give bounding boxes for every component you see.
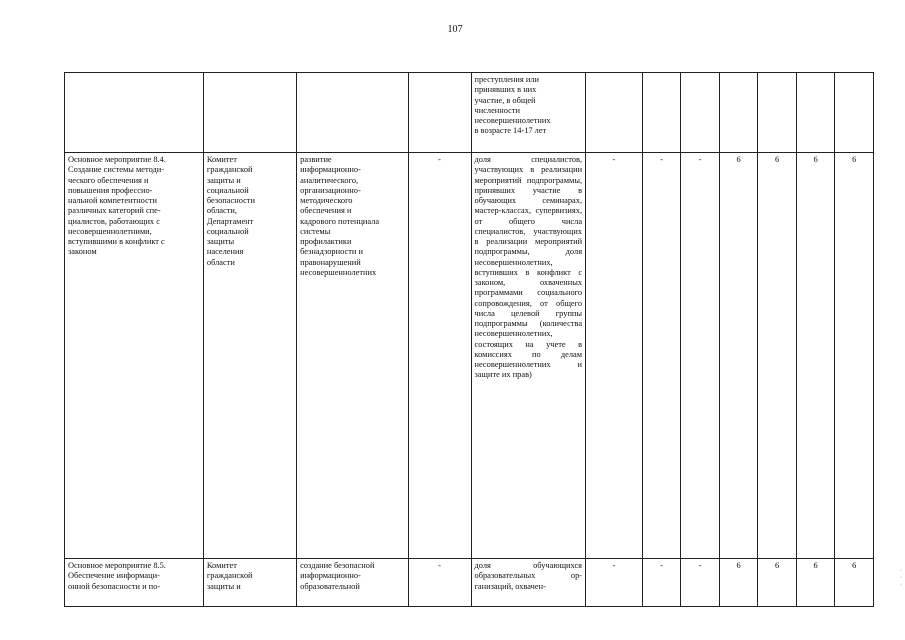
executor-cell: Комитет гражданской защиты и	[203, 559, 296, 607]
value-cell: 6	[835, 559, 874, 607]
page-number: 107	[447, 24, 463, 35]
table-row	[65, 559, 874, 607]
indicator-cell: преступления или принявших в них участие, в общей численности несовершеннолетних в возрасте 14-17 лет	[471, 73, 586, 153]
expected-result-cell: развитие информационно- аналитического, организационно- методического обеспечения и кадрового потенциала системы профилактики безнадзорности и правонарушений несовершеннолетних	[297, 153, 409, 559]
value-cell: -	[681, 153, 720, 559]
value-cell	[586, 73, 643, 153]
value-cell: -	[681, 559, 720, 607]
expected-result-cell: создание безопасной информационно- образовательной	[297, 559, 409, 607]
value-cell	[719, 73, 758, 153]
executor-cell	[203, 73, 296, 153]
value-cell: 6	[719, 153, 758, 559]
value-cell: 6	[835, 153, 874, 559]
value-cell	[681, 73, 720, 153]
executor-cell: Комитет гражданской защиты и социальной безопасности области, Департамент социальной защиты населения области	[203, 153, 296, 559]
value-cell: -	[586, 559, 643, 607]
table-row	[65, 153, 874, 559]
value-cell: -	[642, 559, 681, 607]
dash-cell	[408, 73, 471, 153]
value-cell: 6	[796, 559, 835, 607]
indicator-cell: доля специалистов, участвующих в реализации мероприятий подпрограммы, принявших участие в обучающих семинарах, мастер-классах, супервизиях, от общего числа специалистов, участвующих в реализации мероприятий подпрограммы, доля несовершеннолетних, вступивших в конфликт с законом, охваченных программами социального сопровождения, от общего числа целевой группы подпрограммы (количества несовершеннолетних, состоящих на учете в комиссиях по делам несовершеннолетних и защите их прав)	[471, 153, 586, 559]
value-cell: 6	[758, 153, 797, 559]
value-cell	[835, 73, 874, 153]
value-cell: 6	[758, 559, 797, 607]
indicator-cell: доля обучающихся образовательных ор-ганизаций, охвачен-	[471, 559, 586, 607]
table-row	[65, 73, 874, 153]
margin-marks: · · ·	[900, 568, 902, 588]
value-cell: 6	[719, 559, 758, 607]
dash-cell: -	[408, 559, 471, 607]
measure-name-cell	[65, 73, 204, 153]
value-cell	[758, 73, 797, 153]
value-cell: 6	[796, 153, 835, 559]
value-cell	[796, 73, 835, 153]
measure-name-cell: Основное мероприятие 8.5. Обеспечение информаци- онной безопасности и по-	[65, 559, 204, 607]
measures-table	[64, 72, 874, 607]
expected-result-cell	[297, 73, 409, 153]
value-cell: -	[642, 153, 681, 559]
value-cell	[642, 73, 681, 153]
measure-name-cell: Основное мероприятие 8.4. Создание системы методи- ческого обеспечения и повышения профессио- нальной компетентности различных категорий спе- циалистов, работающих с несовершеннолетними, вступившими в конфликт с законом	[65, 153, 204, 559]
dash-cell: -	[408, 153, 471, 559]
value-cell: -	[586, 153, 643, 559]
